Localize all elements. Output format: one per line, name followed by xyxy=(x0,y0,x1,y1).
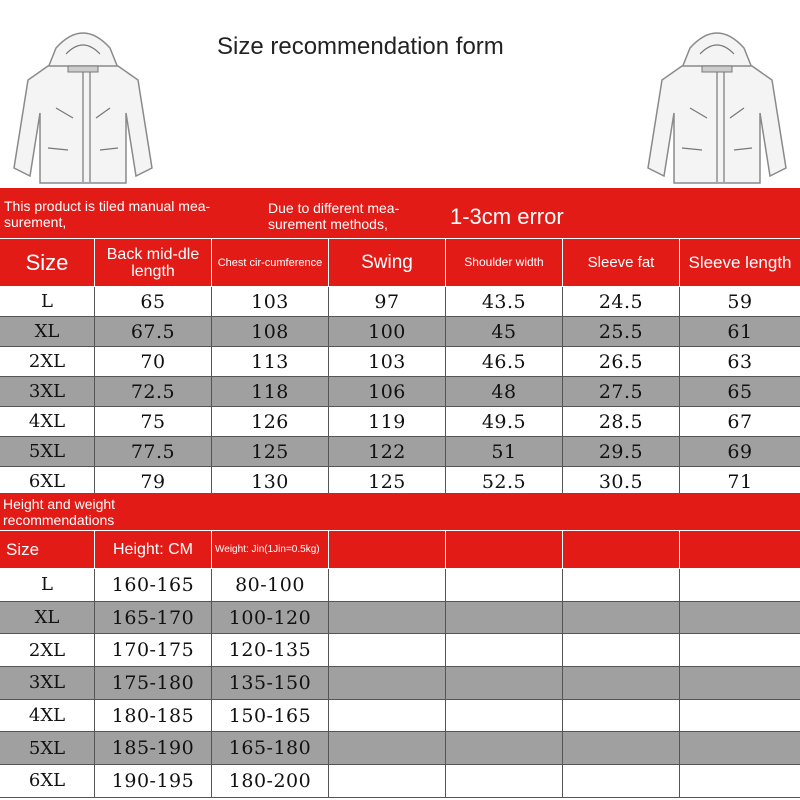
table-cell: 100 xyxy=(329,317,446,346)
table-cell xyxy=(680,732,800,764)
table-cell: 79 xyxy=(95,467,212,496)
table-cell: 130 xyxy=(212,467,329,496)
table-cell xyxy=(329,700,446,732)
table-cell xyxy=(446,700,563,732)
table-cell: 63 xyxy=(727,350,753,373)
table-cell xyxy=(563,602,680,634)
table-cell: 59 xyxy=(727,290,753,313)
hooded-jacket-icon xyxy=(8,18,158,188)
table-cell xyxy=(563,569,680,601)
table-cell: 135-150 xyxy=(212,667,329,699)
table-cell: 150-165 xyxy=(212,700,329,732)
table-cell: 65 xyxy=(727,380,753,403)
page-title: Size recommendation form xyxy=(217,33,504,60)
table-row xyxy=(0,437,800,467)
table-cell: 122 xyxy=(329,437,446,466)
hw-title: Height and weight recommendations xyxy=(3,496,116,528)
table-row xyxy=(0,765,800,798)
table-cell: 29.5 xyxy=(563,437,680,466)
table-cell: 69 xyxy=(727,440,753,463)
table-cell xyxy=(446,602,563,634)
table-cell: 65 xyxy=(95,287,212,316)
table-cell: 61 xyxy=(727,320,753,343)
table-cell: 165-180 xyxy=(212,732,329,764)
header-cell xyxy=(680,531,800,568)
header-cell: Swing xyxy=(329,239,446,286)
table-cell xyxy=(563,667,680,699)
table-cell: 45 xyxy=(446,317,563,346)
notice-text-1: This product is tiled manual mea-surement, xyxy=(4,198,211,230)
table-cell: 67.5 xyxy=(95,317,212,346)
size-label-cell: 3XL xyxy=(0,377,95,406)
table-cell: 52.5 xyxy=(446,467,563,496)
table-cell xyxy=(446,765,563,797)
header-cell: Sleeve fat xyxy=(563,239,680,286)
table-cell: 106 xyxy=(329,377,446,406)
table-cell: 48 xyxy=(446,377,563,406)
table-cell: 126 xyxy=(212,407,329,436)
table-cell: 190-195 xyxy=(95,765,212,797)
header-cell: Sleeve length xyxy=(688,253,792,272)
table-cell: 103 xyxy=(212,287,329,316)
header-cell: Shoulder width xyxy=(446,239,563,286)
table-cell: 70 xyxy=(95,347,212,376)
table-cell xyxy=(680,602,800,634)
table-cell: 24.5 xyxy=(563,287,680,316)
header-cell: Height: CM xyxy=(95,531,212,568)
size-table xyxy=(0,188,800,497)
table-cell xyxy=(446,667,563,699)
table-cell: 125 xyxy=(329,467,446,496)
size-table-header xyxy=(0,239,800,287)
table-cell: 125 xyxy=(212,437,329,466)
table-cell: 72.5 xyxy=(95,377,212,406)
table-cell: 28.5 xyxy=(563,407,680,436)
table-cell xyxy=(446,732,563,764)
table-row xyxy=(0,347,800,377)
table-cell xyxy=(680,667,800,699)
size-label-cell: 4XL xyxy=(0,407,95,436)
table-cell xyxy=(329,765,446,797)
table-row xyxy=(0,317,800,347)
table-row xyxy=(0,377,800,407)
table-cell: 160-165 xyxy=(95,569,212,601)
table-cell: 30.5 xyxy=(563,467,680,496)
table-cell: 27.5 xyxy=(563,377,680,406)
table-cell xyxy=(680,700,800,732)
table-cell: 100-120 xyxy=(212,602,329,634)
header-cell: Chest cir-cumference xyxy=(212,239,329,286)
notice-text-2: Due to different mea-surement methods, xyxy=(268,200,400,232)
table-cell: 49.5 xyxy=(446,407,563,436)
header-cell xyxy=(563,531,680,568)
table-cell: 26.5 xyxy=(563,347,680,376)
table-cell xyxy=(446,634,563,666)
table-cell xyxy=(329,569,446,601)
table-cell: 180-200 xyxy=(212,765,329,797)
size-label-cell: 6XL xyxy=(0,765,95,797)
table-row xyxy=(0,700,800,733)
size-label-cell: 2XL xyxy=(0,634,95,666)
table-cell: 97 xyxy=(329,287,446,316)
table-row xyxy=(0,569,800,602)
table-cell: 67 xyxy=(727,410,753,433)
table-cell xyxy=(563,765,680,797)
hooded-jacket-icon xyxy=(642,18,792,188)
table-cell: 108 xyxy=(212,317,329,346)
table-cell xyxy=(563,634,680,666)
size-label-cell: 3XL xyxy=(0,667,95,699)
table-cell: 165-170 xyxy=(95,602,212,634)
table-cell xyxy=(329,602,446,634)
table-row xyxy=(0,602,800,635)
table-row xyxy=(0,732,800,765)
table-cell: 46.5 xyxy=(446,347,563,376)
table-cell: 43.5 xyxy=(446,287,563,316)
hw-title-band xyxy=(0,493,800,531)
size-label-cell: XL xyxy=(0,602,95,634)
table-row xyxy=(0,287,800,317)
table-cell: 71 xyxy=(727,470,753,493)
table-cell: 51 xyxy=(446,437,563,466)
notice-band xyxy=(0,188,800,239)
table-cell xyxy=(329,732,446,764)
size-label-cell: L xyxy=(0,569,95,601)
table-cell xyxy=(680,634,800,666)
table-cell xyxy=(446,569,563,601)
table-cell xyxy=(563,732,680,764)
table-cell: 77.5 xyxy=(95,437,212,466)
table-cell: 75 xyxy=(95,407,212,436)
table-cell xyxy=(563,700,680,732)
header-cell: Weight: Jin(1Jin=0.5kg) xyxy=(212,531,329,568)
size-label-cell: L xyxy=(0,287,95,316)
header-cell xyxy=(329,531,446,568)
hw-header xyxy=(0,531,800,569)
table-cell: 180-185 xyxy=(95,700,212,732)
table-cell: 185-190 xyxy=(95,732,212,764)
table-cell: 118 xyxy=(212,377,329,406)
table-cell xyxy=(680,569,800,601)
size-label-cell: 5XL xyxy=(0,732,95,764)
table-cell: 103 xyxy=(329,347,446,376)
table-cell: 170-175 xyxy=(95,634,212,666)
header-cell: Back mid-dle length xyxy=(95,239,212,286)
table-cell: 113 xyxy=(212,347,329,376)
table-cell: 25.5 xyxy=(563,317,680,346)
table-row xyxy=(0,407,800,437)
header-cell: Size xyxy=(0,239,95,286)
header-cell xyxy=(446,531,563,568)
size-label-cell: 2XL xyxy=(0,347,95,376)
table-cell: 80-100 xyxy=(212,569,329,601)
notice-text-3: 1-3cm error xyxy=(450,204,564,229)
table-cell: 119 xyxy=(329,407,446,436)
size-label-cell: 5XL xyxy=(0,437,95,466)
height-weight-table xyxy=(0,493,800,798)
table-row xyxy=(0,667,800,700)
size-label-cell: XL xyxy=(0,317,95,346)
table-cell: 175-180 xyxy=(95,667,212,699)
header-cell: Size xyxy=(0,531,95,568)
table-cell: 120-135 xyxy=(212,634,329,666)
table-cell xyxy=(680,765,800,797)
size-label-cell: 6XL xyxy=(0,467,95,496)
table-cell xyxy=(329,634,446,666)
table-cell xyxy=(329,667,446,699)
size-label-cell: 4XL xyxy=(0,700,95,732)
table-row xyxy=(0,634,800,667)
